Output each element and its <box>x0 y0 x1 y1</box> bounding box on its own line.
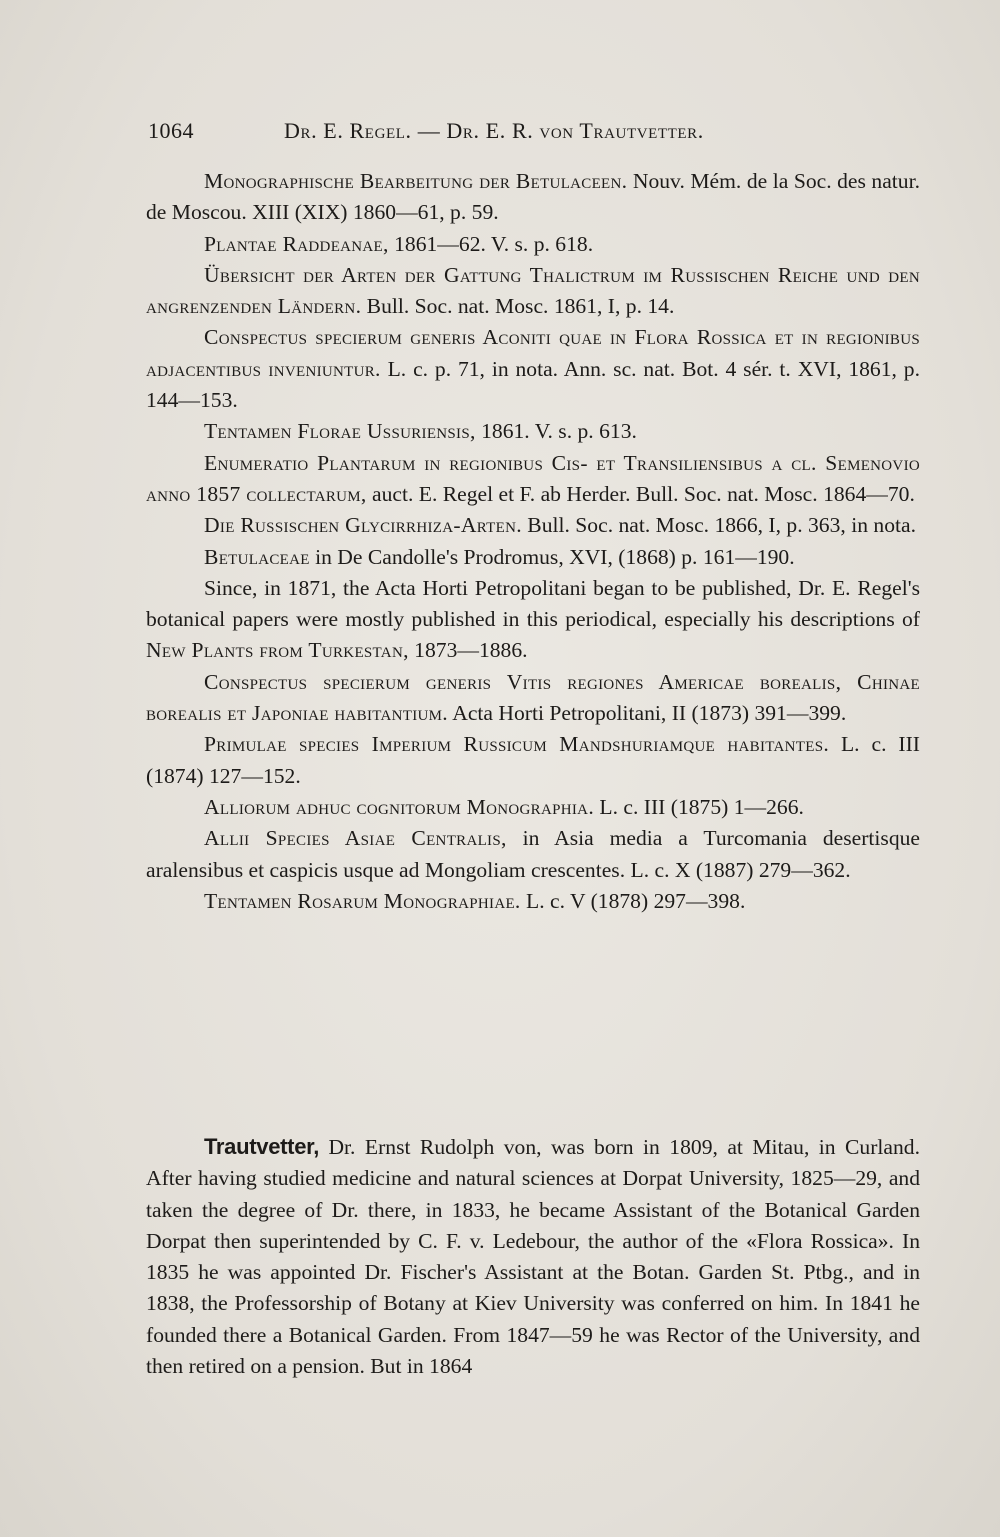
entry-title: New Plants from Turkestan, <box>146 638 409 663</box>
entry-details: L. c. III (1875) 1—266. <box>594 794 804 819</box>
entry-title: Conspectus specierum generis Vitis regiones Americae borealis, Chinae borealis et Japoniae habitantium. <box>146 669 920 726</box>
biography-text: Dr. Ernst Rudolph von, was born in 1809, at Mitau, in Curland. After having studied medicine and natural sciences at Dorpat University, 1825—29, and taken the degree of Dr. there, in 1833, he became Assistant of the Botanical Garden Dorpat then superintended by C. F. v. Ledebour, the author of the «Flora Rossica». In 1835 he was appointed Dr. Fischer's Assistant at the Botan. Garden St. Ptbg., and in 1838, the Professorship of Botany at Kiev University was conferred on him. In 1841 he founded there a Botanical Garden. From 1847—59 he was Rector of the University, and then retired on a pension. But in 1864 <box>146 1135 920 1379</box>
bibliography-list <box>146 166 920 917</box>
entry-details: Nouv. Mém. de la Soc. des natur. de Moscou. XIII (XIX) 1860—61, p. 59. <box>146 169 920 225</box>
entry-title: Tentamen Florae Ussuriensis, <box>204 419 476 444</box>
note-text: Since, in 1871, the Acta Horti Petropolitani began to be published, Dr. E. Regel's botanical papers were mostly published in this periodical, especially his descriptions of <box>146 575 920 632</box>
entry-title: Conspectus specierum generis Aconiti quae in Flora Rossica et in regionibus adjacentibus inveniuntur. <box>146 325 920 381</box>
entry-details: L. c. V (1878) 297—398. <box>520 888 746 913</box>
entry-details: Bull. Soc. nat. Mosc. 1866, I, p. 363, in nota. <box>521 513 916 538</box>
bibliography-entry <box>146 792 920 823</box>
entry-title: Primulae species Imperium Russicum Mandshuriamque habitantes. <box>204 732 830 757</box>
bibliography-entry <box>146 823 920 886</box>
entry-title: Plantae Raddeanae, <box>204 231 389 256</box>
entry-details: L. c. p. 71, in nota. Ann. sc. nat. Bot. 4 sér. t. XVI, 1861, p. 144—153. <box>146 356 920 413</box>
entry-title: Übersicht der Arten der Gattung Thalictrum im Russischen Reiche und den angrenzenden Ländern. <box>146 262 920 319</box>
entry-title: Monographische Bearbeitung der Betulaceen. <box>204 169 628 193</box>
entry-details: Acta Horti Petropolitani, II (1873) 391—399. <box>448 701 847 726</box>
bibliography-entry <box>146 322 920 416</box>
bibliography-entry <box>146 448 920 511</box>
entry-details: 1873—1886. <box>408 638 528 663</box>
entry-title: Tentamen Rosarum Monographiae. <box>204 888 521 913</box>
entry-details: in De Candolle's Prodromus, XVI, (1868) p. 161—190. <box>309 544 795 569</box>
entry-details: 1861. V. s. p. 613. <box>475 419 637 444</box>
bibliography-entry <box>146 260 920 323</box>
bibliography-entry <box>146 229 920 260</box>
entry-title: Allii Species Asiae Centralis, <box>204 826 507 851</box>
bibliography-entry <box>146 166 920 229</box>
bibliography-entry <box>146 416 920 447</box>
entry-details: L. c. III (1874) 127—152. <box>146 732 920 788</box>
biography-paragraph <box>146 1131 920 1382</box>
running-header <box>148 116 928 146</box>
entry-title: Betulaceae <box>204 544 310 569</box>
entry-details: in Asia media a Turcomania desertisque aralensibus et caspicis usque ad Mongoliam crescentes. L. c. X (1887) 279—362. <box>146 826 921 882</box>
bibliography-entry <box>146 542 920 573</box>
page-number: 1064 <box>148 118 194 143</box>
biography-name: Trautvetter, <box>204 1134 320 1159</box>
entry-title: Die Russischen Glycirrhiza-Arten. <box>204 513 522 538</box>
bibliography-entry <box>146 667 920 730</box>
bibliography-note <box>146 573 920 667</box>
entry-details: 1861—62. V. s. p. 618. <box>388 231 594 256</box>
bibliography-entry <box>146 729 920 792</box>
running-title: Dr. E. Regel. — Dr. E. R. von Trautvetter. <box>284 118 704 143</box>
bibliography-entry <box>146 886 920 917</box>
entry-title: Alliorum adhuc cognitorum Monographia. <box>204 794 595 819</box>
bibliography-entry <box>146 510 920 541</box>
entry-title: Enumeratio Plantarum in regionibus Cis- et Transiliensibus a cl. Semenovio anno 1857 collectarum, <box>146 450 920 506</box>
entry-details: Bull. Soc. nat. Mosc. 1861, I, p. 14. <box>361 294 675 319</box>
entry-details: auct. E. Regel et F. ab Herder. Bull. Soc. nat. Mosc. 1864—70. <box>366 481 915 506</box>
